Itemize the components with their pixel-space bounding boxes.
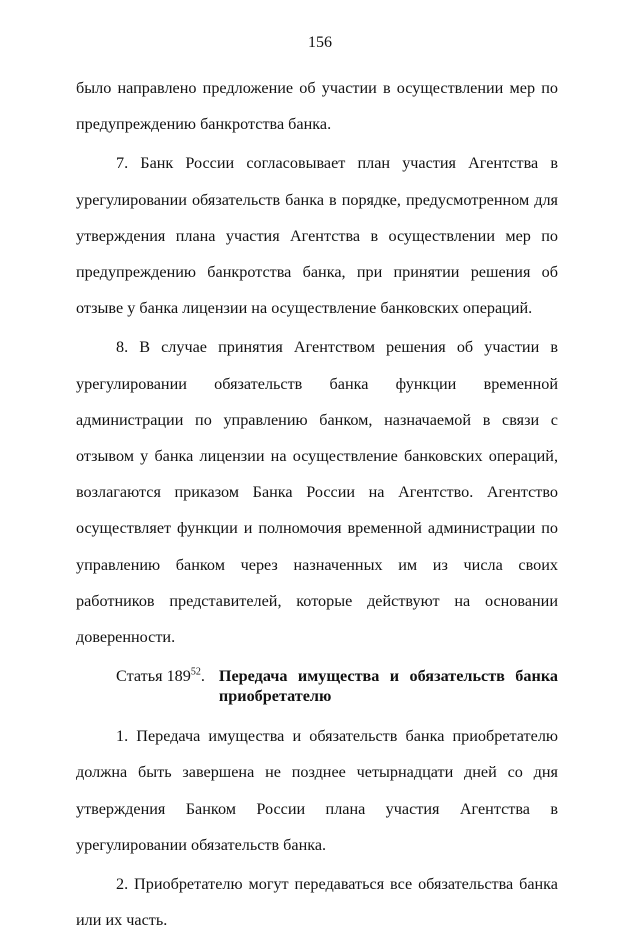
article-paragraph-2: 2. Приобретателю могут передаваться все обязательства банка или их часть. [76, 875, 558, 930]
paragraph-item-8: 8. В случае принятия Агентством решения об участии в урегулировании обязательств банка функции временной администрации по управлению банком, назначаемой в связи с отзывом у банка лицензии на осуществление банковских операций, возлагаются приказом Банка России на Агентство. Агентство осуществляет функции и полномочия временной администрации по управлению банком через назначенных им из числа своих работников представителей, которые действуют на основании доверенности. [76, 338, 558, 647]
paragraph-item-7: 7. Банк России согласовывает план участия Агентства в урегулировании обязательств банка в порядке, предусмотренном для утверждения плана участия Агентства в осуществлении мер по предупреждению банкротства банка, при принятии решения об отзыве у банка лицензии на осуществление банковских операций. [76, 154, 558, 318]
article-paragraph-1: 1. Передача имущества и обязательств банка приобретателю должна быть завершена не позднее четырнадцати дней со дня утверждения Банком России плана участия Агентства в урегулировании обязательств банка. [76, 727, 558, 854]
page-number: 156 [308, 34, 332, 51]
page-body [76, 70, 558, 938]
article-label-suffix: . [200, 667, 205, 686]
article-label-text: Статья 189 [116, 667, 191, 686]
article-superscript: 52 [190, 666, 201, 678]
paragraph-continuation: было направлено предложение об участии в осуществлении мер по предупреждению банкротства банка. [76, 79, 558, 134]
article-title: Передача имущества и обязательств банка приобретателю [218, 667, 558, 706]
article-heading [76, 658, 558, 706]
article-number [76, 666, 219, 706]
